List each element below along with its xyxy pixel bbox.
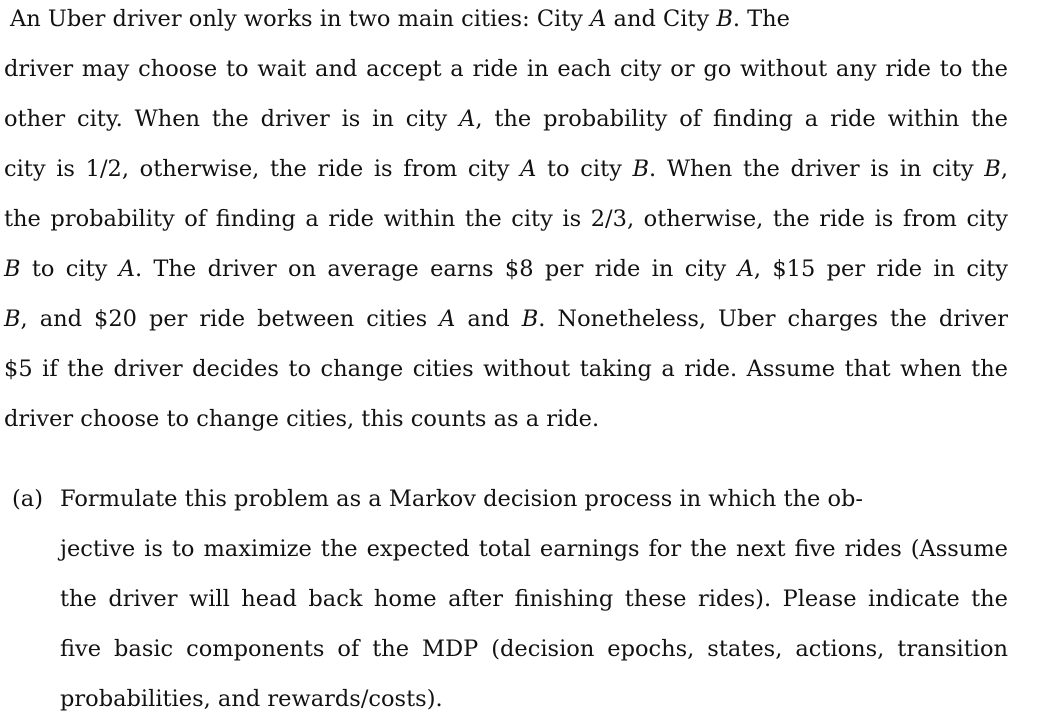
paragraph-line [4, 54, 1008, 84]
text-run: driver choose to change cities, this counts as a ride. [4, 406, 600, 432]
text-run: to city [536, 156, 633, 182]
text-run: city is 1/2, otherwise, the ride is from city [4, 156, 521, 182]
part-a-line [60, 684, 443, 714]
math-var: A [520, 156, 537, 182]
text-run: . When the driver is in city [649, 156, 985, 182]
text-run: the driver will head back home after finishing these rides). Please indicate the [60, 586, 1008, 612]
math-var: B [716, 6, 733, 32]
text-run: . Nonetheless, Uber charges the driver [538, 306, 1008, 332]
paragraph-line [4, 104, 1008, 134]
paragraph-line [4, 254, 1008, 284]
math-var: B [984, 156, 1001, 182]
math-var: B [4, 256, 21, 282]
text-run: $5 if the driver decides to change cities without taking a ride. Assume that when the [4, 356, 1008, 382]
text-run: to city [20, 256, 119, 282]
math-var: A [459, 106, 476, 132]
paragraph-line [4, 154, 1008, 184]
paragraph-line [4, 354, 1008, 384]
math-var: A [737, 256, 754, 282]
paragraph-line [10, 4, 848, 34]
text-run: other city. When the driver is in city [4, 106, 460, 132]
text-run: probabilities, and rewards/costs). [60, 686, 443, 712]
part-a-line [60, 484, 863, 514]
text-run: . The driver on average earns $8 per ride in city [134, 256, 738, 282]
paragraph-line [4, 204, 1008, 234]
text-run: and City [606, 6, 717, 32]
math-var: A [590, 6, 607, 32]
math-var: B [4, 306, 21, 332]
math-var: A [439, 306, 456, 332]
part-a-line [60, 584, 1008, 614]
part-a-line [60, 634, 1008, 664]
text-run: and [455, 306, 522, 332]
text-run: jective is to maximize the expected total earnings for the next five rides (Assume [60, 536, 1008, 562]
paragraph-line [4, 304, 1008, 334]
text-run: , [1000, 156, 1008, 182]
math-var: B [521, 306, 539, 332]
text-run: . The [732, 6, 790, 32]
text-run: five basic components of the MDP (decision epochs, states, actions, transition [60, 636, 1008, 662]
text-run: driver may choose to wait and accept a ride in each city or go without any ride to the [4, 56, 1008, 82]
part-a-label: (a) [12, 486, 43, 512]
text-run: Formulate this problem as a Markov decision process in which the ob- [60, 486, 863, 512]
math-var: B [632, 156, 650, 182]
text-run: An Uber driver only works in two main cities: City [10, 6, 591, 32]
text-run: , and $20 per ride between cities [20, 306, 440, 332]
text-run: the probability of finding a ride within the city is 2/3, otherwise, the ride is from city [4, 206, 1008, 232]
text-run: , $15 per ride in city [753, 256, 1008, 282]
math-var: A [118, 256, 135, 282]
paragraph-line [4, 404, 599, 434]
part-a-line [60, 534, 1008, 564]
text-run: , the probability of finding a ride within the [475, 106, 1008, 132]
